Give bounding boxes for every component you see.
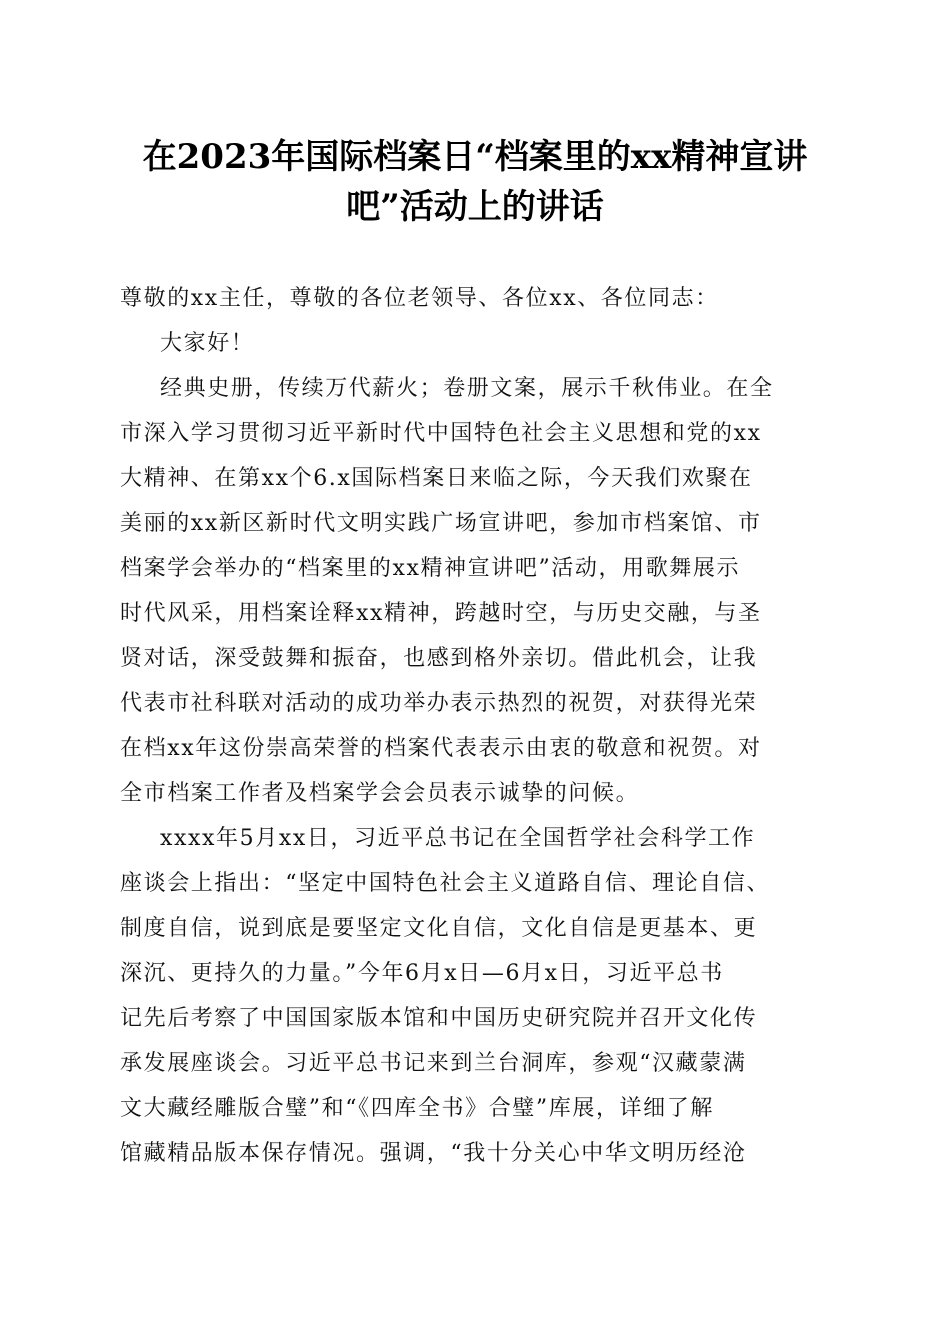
paragraph-2-line: 馆藏精品版本保存情况。强调，“我十分关心中华文明历经沧	[120, 1141, 747, 1166]
paragraph-1-line: 大精神、在第xx个6.x国际档案日来临之际，今天我们欢聚在	[120, 466, 753, 491]
paragraph-1-line: 代表市社科联对活动的成功举办表示热烈的祝贺，对获得光荣	[120, 691, 758, 716]
paragraph-1-line: 经典史册，传续万代薪火；卷册文案，展示千秋伟业。在全	[160, 376, 774, 401]
title-line-2: 吧”活动上的讲话	[346, 187, 604, 227]
paragraph-2-line: 制度自信，说到底是要坚定文化自信，文化自信是更基本、更	[120, 916, 758, 941]
paragraph-1-line: 档案学会举办的“档案里的xx精神宣讲吧”活动，用歌舞展示	[120, 556, 741, 581]
paragraph-1-line: 全市档案工作者及档案学会会员表示诚挚的问候。	[120, 781, 640, 806]
paragraph-2-line: 座谈会上指出：“坚定中国特色社会主义道路自信、理论自信、	[120, 871, 771, 896]
greeting: 大家好！	[160, 331, 255, 356]
paragraph-2-line: xxxx年5月xx日，习近平总书记在全国哲学社会科学工作	[160, 826, 756, 851]
paragraph-2-line: 文大藏经雕版合璧”和“《四库全书》合璧”库展，详细了解	[120, 1096, 714, 1121]
paragraph-1-line: 时代风采，用档案诠释xx精神，跨越时空，与历史交融，与圣	[120, 601, 762, 626]
salutation: 尊敬的xx主任，尊敬的各位老领导、各位xx、各位同志：	[120, 286, 719, 311]
paragraph-2-line: 深沉、更持久的力量。”今年6月x日—6月x日，习近平总书	[120, 961, 724, 986]
paragraph-2-line: 承发展座谈会。习近平总书记来到兰台洞库，参观“汉藏蒙满	[120, 1051, 747, 1076]
title-line-1: 在2023年国际档案日“档案里的xx精神宣讲	[142, 137, 808, 177]
paragraph-1-line: 市深入学习贯彻习近平新时代中国特色社会主义思想和党的xx	[120, 421, 762, 446]
paragraph-2-line: 记先后考察了中国国家版本馆和中国历史研究院并召开文化传	[120, 1006, 758, 1031]
document-title	[110, 132, 840, 232]
paragraph-1-line: 贤对话，深受鼓舞和振奋，也感到格外亲切。借此机会，让我	[120, 646, 758, 671]
paragraph-1-line: 美丽的xx新区新时代文明实践广场宣讲吧，参加市档案馆、市	[120, 511, 762, 536]
document-body	[120, 276, 836, 1176]
paragraph-1-line: 在档xx年这份崇高荣誉的档案代表表示由衷的敬意和祝贺。对	[120, 736, 762, 761]
